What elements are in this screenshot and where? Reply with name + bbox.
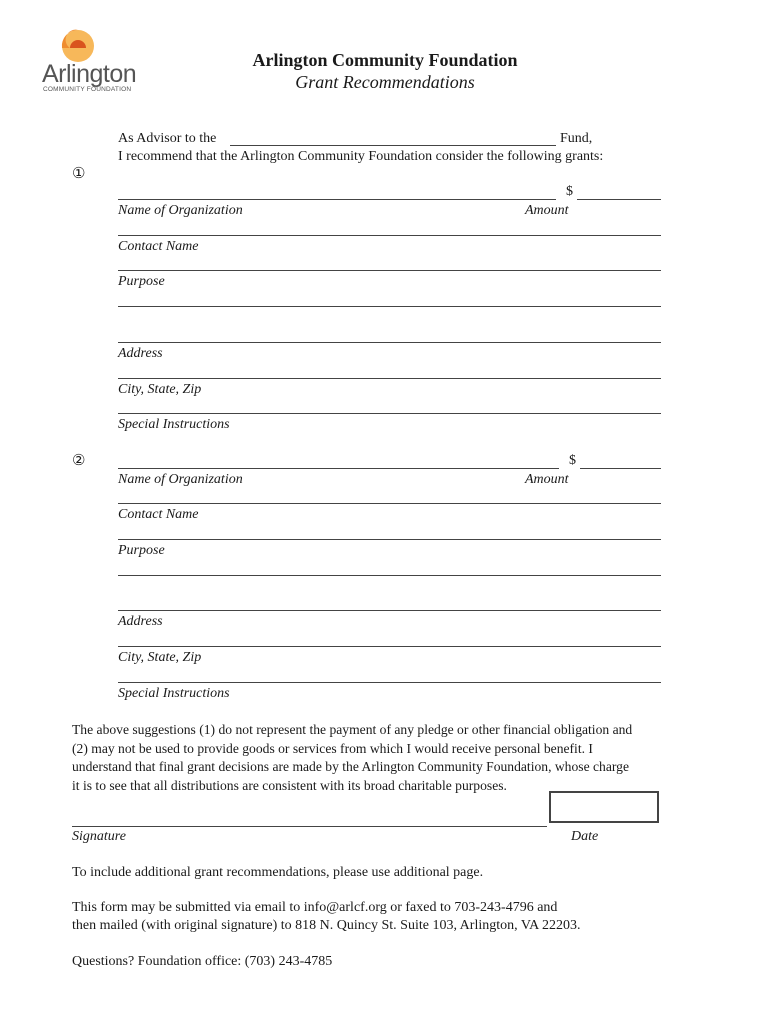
grant-2-marker: ② — [72, 453, 86, 469]
questions-contact: Questions? Foundation office: (703) 243-4785 — [72, 954, 333, 969]
grant-2-special-label: Special Instructions — [118, 686, 230, 701]
grant-1-address-field[interactable] — [118, 342, 661, 343]
page-subtitle: Grant Recommendations — [295, 72, 475, 92]
grant-2-city-label: City, State, Zip — [118, 650, 202, 665]
disclaimer-line: it is to see that all distributions are consistent with its broad charitable purposes. — [72, 777, 507, 793]
grant-1-organization-label: Name of Organization — [118, 203, 243, 218]
grant-2-amount-field[interactable] — [580, 468, 661, 469]
disclaimer-line: (2) may not be used to provide goods or services from which I would receive personal benefit. I — [72, 740, 593, 756]
grant-1-special-field[interactable] — [118, 413, 661, 414]
grant-1-contact-field[interactable] — [118, 235, 661, 236]
grant-2-address-label: Address — [118, 614, 163, 629]
fund-name-field[interactable] — [230, 145, 556, 146]
grant-2-purpose-field[interactable] — [118, 539, 661, 540]
grant-2-contact-field[interactable] — [118, 503, 661, 504]
grant-1-purpose-label: Purpose — [118, 274, 165, 289]
grant-2-dollar-sign: $ — [569, 453, 576, 468]
grant-2-organization-field[interactable] — [118, 468, 559, 469]
grant-1-purpose-field[interactable] — [118, 270, 661, 271]
grant-1-city-label: City, State, Zip — [118, 382, 202, 397]
advisor-suffix: Fund, — [560, 131, 593, 146]
date-field[interactable] — [549, 791, 659, 823]
grant-2-special-field[interactable] — [118, 682, 661, 683]
grant-2-amount-label: Amount — [525, 472, 569, 487]
advisor-prefix: As Advisor to the — [118, 131, 217, 146]
grant-2-city-field[interactable] — [118, 646, 661, 647]
grant-1-contact-label: Contact Name — [118, 239, 199, 254]
grant-2-organization-label: Name of Organization — [118, 472, 243, 487]
disclaimer-line: understand that final grant decisions are made by the Arlington Community Foundation, whose charge — [72, 759, 629, 774]
grant-1-marker: ① — [72, 166, 86, 182]
additional-page-note: To include additional grant recommendations, please use additional page. — [72, 865, 484, 880]
grant-1-amount-field[interactable] — [577, 199, 661, 200]
grant-1-amount-label: Amount — [525, 203, 569, 218]
submission-line-2: then mailed (with original signature) to 818 N. Quincy St. Suite 103, Arlington, VA 22203. — [72, 918, 581, 933]
recommend-text: I recommend that the Arlington Community Foundation consider the following grants: — [118, 149, 604, 164]
grant-1-organization-field[interactable] — [118, 199, 556, 200]
grant-2-purpose-label: Purpose — [118, 543, 165, 558]
grant-1-address-line-1[interactable] — [118, 306, 661, 307]
grant-1-special-label: Special Instructions — [118, 417, 230, 432]
submission-line-1: This form may be submitted via email to info@arlcf.org or faxed to 703-243-4796 and — [72, 900, 558, 915]
grant-2-contact-label: Contact Name — [118, 507, 199, 522]
page-title: Arlington Community Foundation — [252, 50, 518, 70]
signature-label: Signature — [72, 829, 126, 844]
grant-1-address-label: Address — [118, 346, 163, 361]
disclaimer-line: The above suggestions (1) do not represent the payment of any pledge or other financial obligation and — [72, 722, 633, 737]
disclaimer-paragraph — [72, 721, 712, 795]
logo-subtitle: COMMUNITY FOUNDATION — [43, 86, 132, 93]
date-label: Date — [571, 829, 599, 844]
logo-name: Arlington — [42, 60, 137, 88]
grant-1-dollar-sign: $ — [566, 184, 573, 199]
signature-field[interactable] — [72, 826, 547, 827]
grant-2-address-line-1[interactable] — [118, 575, 661, 576]
grant-2-address-field[interactable] — [118, 610, 661, 611]
grant-1-city-field[interactable] — [118, 378, 661, 379]
